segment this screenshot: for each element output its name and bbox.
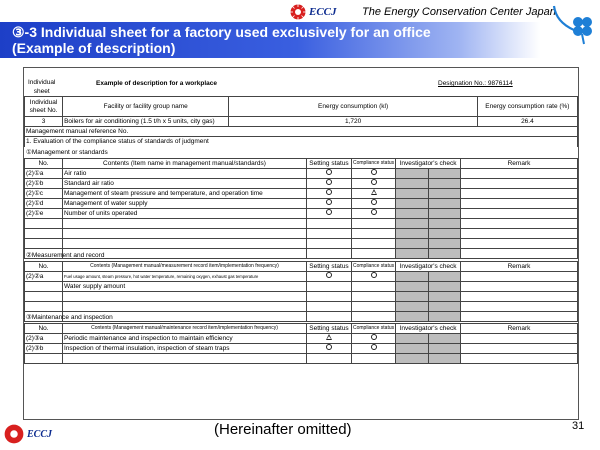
cell-compliance (352, 354, 396, 364)
cell-investigator (428, 179, 460, 189)
col-no: No. (25, 159, 63, 169)
cell-no: (2)③b (25, 344, 63, 354)
cell-compliance (352, 199, 396, 209)
table-row (25, 334, 578, 344)
cell-investigator (396, 302, 428, 312)
section-title: ①Management or standards (26, 149, 108, 156)
cell-remark (461, 169, 578, 179)
designation-number: Designation No.: 9876114 (438, 80, 513, 87)
cell-investigator (428, 219, 460, 229)
cell-investigator (428, 292, 460, 302)
cell-setting (307, 312, 352, 322)
circle-mark-icon (326, 179, 332, 185)
circle-mark-icon (371, 334, 377, 340)
section-title: ③Maintenance and inspection (26, 314, 113, 321)
cell-contents (63, 292, 307, 302)
section-title: ②Measurement and record (26, 252, 105, 259)
cell-no (25, 219, 63, 229)
clover-logo-icon (548, 0, 598, 46)
cell-investigator (396, 239, 428, 249)
cell-no (25, 354, 63, 364)
circle-mark-icon (371, 169, 377, 175)
cell-contents: Management of water supply (63, 199, 307, 209)
cell-no: (2)②a (25, 272, 63, 282)
cell-remark (461, 302, 578, 312)
triangle-mark-icon (371, 189, 377, 195)
table-row (25, 189, 578, 199)
table-row (25, 272, 578, 282)
table-row (25, 282, 578, 292)
col-investigator: Investigator's check (396, 324, 461, 334)
cell-remark (461, 334, 578, 344)
cell-no (25, 302, 63, 312)
cell-setting (307, 292, 352, 302)
cell-contents: Water supply amount (63, 282, 307, 292)
table-row (25, 292, 578, 302)
cell-remark (461, 292, 578, 302)
table-row (25, 229, 578, 239)
cell-remark (461, 189, 578, 199)
circle-mark-icon (326, 169, 332, 175)
cell-no: (2)③a (25, 334, 63, 344)
sheet-label-line1: Individual (28, 79, 56, 86)
sheet-heading: Example of description for a workplace (96, 80, 218, 87)
cell-setting (307, 344, 352, 354)
circle-mark-icon (326, 344, 332, 350)
slide-header (0, 0, 600, 62)
cell-investigator (396, 179, 428, 189)
cell-contents (63, 239, 307, 249)
cell-investigator (396, 344, 428, 354)
cell-contents (63, 219, 307, 229)
cell-investigator (428, 169, 460, 179)
col-contents: Contents (Item name in management manual/standards) (63, 159, 307, 169)
cell-no (25, 229, 63, 239)
page-number: 31 (572, 420, 585, 432)
footer-eccj-logo-icon (4, 424, 24, 444)
circle-mark-icon (371, 209, 377, 215)
cell-investigator (428, 239, 460, 249)
cell-investigator (396, 334, 428, 344)
col-rate: Energy consumption rate (%) (477, 97, 577, 117)
footer-brand-short: ECCJ (27, 428, 53, 440)
cell-compliance (352, 239, 396, 249)
col-investigator: Investigator's check (396, 262, 461, 272)
circle-mark-icon (371, 199, 377, 205)
table-row (25, 302, 578, 312)
circle-mark-icon (326, 272, 332, 278)
col-contents: Contents (Management manual/maintenance record item/implementation frequency) (63, 324, 307, 334)
cell-remark (461, 209, 578, 219)
col-compliance: Compliance status (352, 262, 396, 272)
cell-investigator (428, 199, 460, 209)
col-remark: Remark (461, 262, 578, 272)
col-remark: Remark (461, 159, 578, 169)
row-sheet-no: 3 (25, 117, 63, 127)
cell-remark (461, 354, 578, 364)
cell-investigator (396, 209, 428, 219)
col-remark: Remark (461, 324, 578, 334)
cell-no: (2)①a (25, 169, 63, 179)
cell-remark (461, 312, 578, 322)
cell-contents (63, 229, 307, 239)
circle-mark-icon (371, 272, 377, 278)
sheet-label (28, 78, 55, 96)
circle-mark-icon (326, 199, 332, 205)
cell-contents (63, 302, 307, 312)
cell-no: (2)①c (25, 189, 63, 199)
cell-contents: Inspection of thermal insulation, inspection of steam traps (63, 344, 307, 354)
cell-setting (307, 169, 352, 179)
cell-no: (2)①d (25, 199, 63, 209)
cell-setting (307, 209, 352, 219)
cell-setting (307, 219, 352, 229)
circle-mark-icon (371, 179, 377, 185)
col-no: No. (25, 324, 63, 334)
brand-short: ECCJ (309, 6, 337, 18)
col-setting: Setting status (307, 324, 352, 334)
cell-compliance (352, 334, 396, 344)
cell-investigator (428, 189, 460, 199)
col-setting: Setting status (307, 262, 352, 272)
col-compliance: Compliance status (352, 324, 396, 334)
cell-remark (461, 249, 578, 259)
col-facility: Facility or facility group name (63, 97, 229, 117)
col-energy: Energy consumption (kl) (229, 97, 477, 117)
cell-setting (307, 354, 352, 364)
cell-remark (461, 282, 578, 292)
col-contents: Contents (Management manual/measurement record item/implementation frequency) (63, 262, 307, 272)
row-rate: 26.4 (477, 117, 577, 127)
cell-compliance (352, 189, 396, 199)
cell-compliance (352, 209, 396, 219)
cell-contents: Periodic maintenance and inspection to maintain efficiency (63, 334, 307, 344)
cell-investigator (428, 334, 460, 344)
cell-investigator (396, 169, 428, 179)
cell-compliance (352, 249, 396, 259)
cell-compliance (352, 179, 396, 189)
table-row (25, 354, 578, 364)
slide-title-line2: (Example of description) (12, 40, 176, 56)
footer-brand (4, 424, 52, 444)
omitted-text: (Hereinafter omitted) (210, 421, 356, 438)
cell-investigator (428, 272, 460, 282)
cell-remark (461, 219, 578, 229)
table-row (25, 344, 578, 354)
title-bar (0, 22, 540, 58)
circle-mark-icon (326, 209, 332, 215)
col-setting: Setting status (307, 159, 352, 169)
cell-setting (307, 199, 352, 209)
cell-contents: Air ratio (63, 169, 307, 179)
cell-no: (2)①e (25, 209, 63, 219)
cell-setting (307, 302, 352, 312)
cell-setting (307, 282, 352, 292)
cell-investigator (396, 292, 428, 302)
cell-investigator (428, 344, 460, 354)
col-investigator: Investigator's check (396, 159, 461, 169)
cell-investigator (396, 199, 428, 209)
cell-setting (307, 249, 352, 259)
table-row (25, 199, 578, 209)
cell-no: (2)①b (25, 179, 63, 189)
cell-setting (307, 229, 352, 239)
table-row (25, 219, 578, 229)
cell-investigator (428, 282, 460, 292)
eval-title: 1. Evaluation of the compliance status of standards of judgment (25, 137, 578, 147)
cell-remark (461, 272, 578, 282)
cell-investigator (428, 249, 460, 259)
cell-setting (307, 189, 352, 199)
cell-investigator (396, 249, 428, 259)
cell-investigator (428, 312, 460, 322)
slide-title-line1: ③-3 Individual sheet for a factory used exclusively for an office (12, 24, 431, 40)
row-facility: Boilers for air conditioning (1.5 t/h x 5 units, city gas) (63, 117, 229, 127)
cell-setting (307, 334, 352, 344)
cell-compliance (352, 282, 396, 292)
table-row (25, 209, 578, 219)
cell-remark (461, 239, 578, 249)
cell-investigator (396, 219, 428, 229)
cell-compliance (352, 169, 396, 179)
cell-compliance (352, 272, 396, 282)
col-compliance: Compliance status (352, 159, 396, 169)
circle-mark-icon (371, 344, 377, 350)
cell-investigator (396, 312, 428, 322)
cell-setting (307, 272, 352, 282)
circle-mark-icon (326, 189, 332, 195)
compliance-table (24, 158, 578, 259)
cell-contents: Number of units operated (63, 209, 307, 219)
row-energy: 1,720 (229, 117, 477, 127)
cell-remark (461, 199, 578, 209)
cell-investigator (396, 229, 428, 239)
table-row (25, 179, 578, 189)
cell-remark (461, 344, 578, 354)
triangle-mark-icon (326, 334, 332, 340)
table-row (25, 239, 578, 249)
cell-investigator (428, 209, 460, 219)
cell-contents: Management of steam pressure and temperature, and operation time (63, 189, 307, 199)
cell-no (25, 292, 63, 302)
cell-remark (461, 179, 578, 189)
cell-compliance (352, 344, 396, 354)
table-row (25, 169, 578, 179)
cell-contents: Standard air ratio (63, 179, 307, 189)
cell-no (25, 239, 63, 249)
cell-compliance (352, 219, 396, 229)
cell-investigator (396, 272, 428, 282)
cell-contents (63, 354, 307, 364)
cell-setting (307, 239, 352, 249)
manual-ref: Management manual reference No. (25, 127, 578, 137)
cell-compliance (352, 229, 396, 239)
cell-no (25, 282, 63, 292)
cell-compliance (352, 312, 396, 322)
cell-setting (307, 179, 352, 189)
org-name: The Energy Conservation Center Japan (362, 6, 556, 18)
cell-investigator (428, 302, 460, 312)
cell-compliance (352, 292, 396, 302)
cell-remark (461, 229, 578, 239)
cell-investigator (396, 189, 428, 199)
compliance-table (24, 323, 578, 364)
cell-compliance (352, 302, 396, 312)
facility-table (24, 96, 578, 147)
eccj-logo-icon (290, 4, 306, 20)
table-row (25, 249, 578, 259)
cell-investigator (396, 354, 428, 364)
cell-contents: Fuel usage amount, steam pressure, hot water temperature, remaining oxygen, exhaust gas temperature (63, 272, 307, 282)
cell-investigator (428, 229, 460, 239)
cell-investigator (396, 282, 428, 292)
sheet-label-line2: sheet (33, 88, 50, 95)
col-sheet-no: Individual sheet No. (25, 97, 63, 117)
col-no: No. (25, 262, 63, 272)
eccj-brand (290, 4, 337, 20)
cell-investigator (428, 354, 460, 364)
